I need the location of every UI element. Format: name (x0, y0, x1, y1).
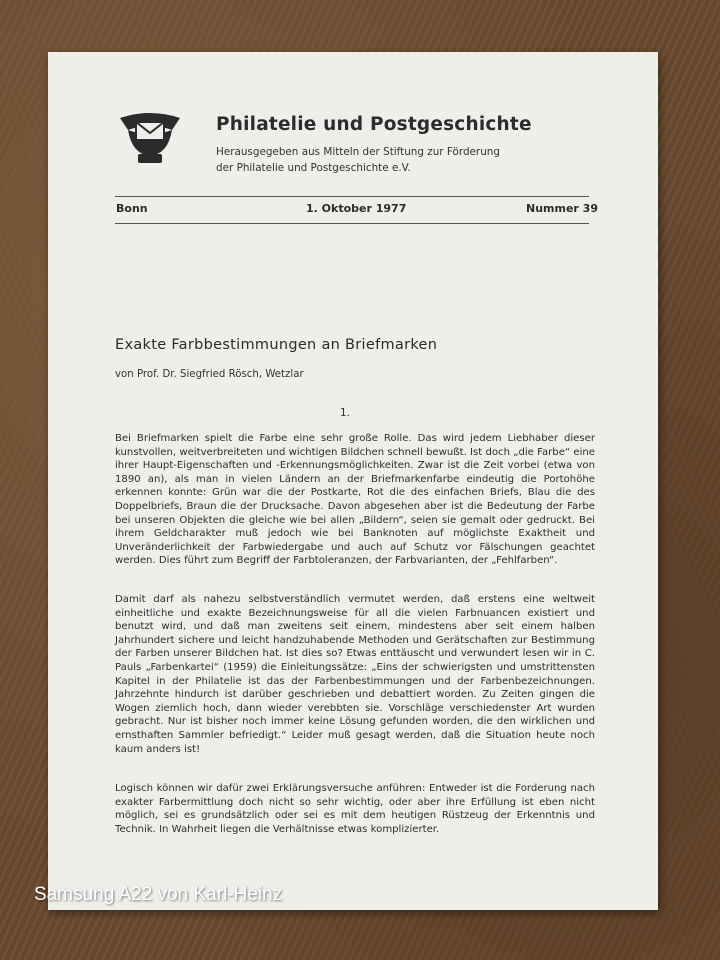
paragraph-2: Damit darf als nahezu selbstverständlich vermutet werden, daß erstens eine weltweit einheitliche und exakte Bezeichnungsweise für all die vielen Farbnuancen existiert und benutzt wird, und daß man zweitens seit einem, mindestens aber seit einem halben Jahrhundert sichere und leicht handzuhabende Methoden und Gerätschaften zur Bestimmung der Farben unserer Bildchen hat. Ist dies so? Etwas enttäuscht und verwundert lesen wir in C. Pauls „Farbenkartei“ (1959) die Einleitungssätze: „Eins der schwierigsten und umstrittensten Kapitel in der Philatelie ist das der Farbenbestimmungen und der Farbenbezeichnungen. Jahrzehnte hindurch ist darüber geschrieben und debattiert worden. Zu Zeiten gingen die Wogen ziemlich hoch, dann wieder verebbten sie. Vorschläge verschiedenster Art wurden gebracht. Nur ist bisher noch immer keine Lösung gefunden worden, die den wirklichen und ernsthaften Sammler befriedigt.“ Leider muß gesagt werden, daß die Situation heute noch kaum anders ist! (115, 594, 595, 755)
issue-city: Bonn (116, 202, 148, 215)
issue-number: Nummer 39 (526, 202, 598, 215)
paragraph-3: Logisch können wir dafür zwei Erklärungsversuche anführen: Entweder ist die Forderung nach exakter Farbermittlung doch nicht so sehr wichtig, oder aber ihre Erfüllung ist eben nicht möglich, sei es grundsätzlich oder sei es mit dem heutigen Rüstzeug der Erkenntnis und Technik. In Wahrheit liegen die Verhältnisse etwas komplizierter. (115, 783, 595, 835)
header-rule-bottom (115, 223, 589, 224)
subtitle-line-2: der Philatelie und Postgeschichte e.V. (216, 162, 411, 174)
subtitle-line-1: Herausgegeben aus Mitteln der Stiftung zur Förderung (216, 146, 500, 158)
publication-subtitle (216, 144, 596, 176)
newsletter-page (48, 52, 658, 910)
issue-date: 1. Oktober 1977 (306, 202, 407, 215)
posthorn-envelope-icon (118, 108, 182, 168)
publication-title: Philatelie und Postgeschichte (216, 114, 532, 135)
paragraph-1: Bei Briefmarken spielt die Farbe eine sehr große Rolle. Das wird jedem Liebhaber dieser kunstvollen, weitverbreiteten und wichtigen Bildchen schnell bewußt. Ist doch „die Farbe“ eine ihrer Haupt-Eigenschaften und -Erkennungsmöglichkeiten. Zwar ist die Zeit vorbei (etwa von 1890 an), als man in vielen Ländern an der Briefmarkenfarbe eindeutig die Portohöhe erkennen konnte: Grün war die der Postkarte, Rot die des einfachen Briefs, Blau die des Doppelbriefs, Braun die der Drucksache. Davon abgesehen aber ist die Bedeutung der Farbe bei unseren Objekten die gleiche wie bei allen „Bildern“, seien sie gemalt oder gedruckt. Bei ihrem Geldcharakter muß jedoch wie bei Banknoten auf möglichste Exaktheit und Unveränderlichkeit der Farbwiedergabe und auch auf Schutz vor Fälschungen geachtet werden. Dies führt zum Begriff der Farbtoleranzen, der Farbvarianten, der „Fehlfarben“. (115, 433, 595, 567)
article-author: von Prof. Dr. Siegfried Rösch, Wetzlar (115, 369, 304, 380)
header-rule-top (115, 196, 589, 197)
article-title: Exakte Farbbestimmungen an Briefmarken (115, 337, 438, 353)
camera-watermark: Samsung A22 von Karl-Heinz (34, 884, 283, 905)
section-number: 1. (340, 407, 351, 419)
